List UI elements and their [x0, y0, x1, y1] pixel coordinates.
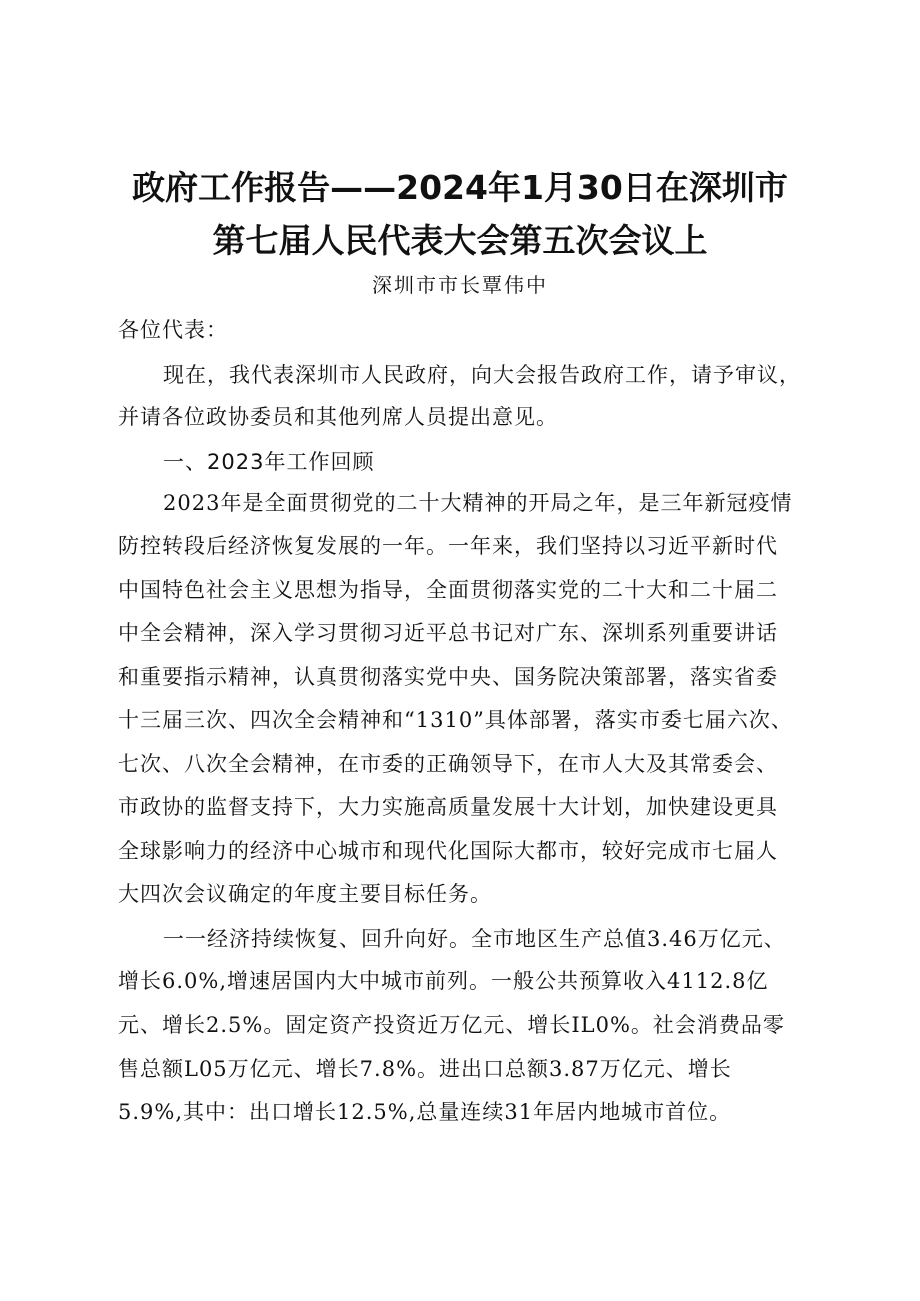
document-title-line-2: 第七届人民代表大会第五次会议上: [212, 221, 708, 260]
paragraph-1-line: 七次、八次全会精神，在市委的正确领导下，在市人大及其常委会、: [118, 752, 778, 776]
intro-line-2: 并请各位政协委员和其他列席人员提出意见。: [118, 405, 558, 429]
paragraph-1-line: 和重要指示精神，认真贯彻落实党中央、国务院决策部署，落实省委: [118, 665, 778, 689]
paragraph-1-line: 十三届三次、四次全会精神和“1310”具体部署，落实市委七届六次、: [118, 708, 793, 732]
intro-line-1: 现在，我代表深圳市人民政府，向大会报告政府工作，请予审议，: [163, 363, 801, 387]
paragraph-2-line: 一一经济持续恢复、回升向好。全市地区生产总值3.46万亿元、: [163, 927, 786, 951]
paragraph-2-line: 5.9%,其中：出口增长12.5%,总量连续31年居内地城市首位。: [118, 1100, 732, 1124]
salutation: 各位代表：: [118, 318, 228, 342]
paragraph-2-line: 售总额L05万亿元、增长7.8%。进出口总额3.87万亿元、增长: [118, 1057, 732, 1081]
document-author: 深圳市市长覃伟中: [372, 273, 548, 297]
paragraph-1-line: 市政协的监督支持下，大力实施高质量发展十大计划，加快建设更具: [118, 795, 778, 819]
document-title-line-1: 政府工作报告——2024年1月30日在深圳市: [132, 168, 788, 207]
paragraph-2-line: 元、增长2.5%。固定资产投资近万亿元、增长IL0%。社会消费品零: [118, 1013, 785, 1037]
paragraph-1-line: 大四次会议确定的年度主要目标任务。: [118, 882, 492, 906]
paragraph-1-line: 防控转段后经济恢复发展的一年。一年来，我们坚持以习近平新时代: [118, 534, 778, 558]
paragraph-1-line: 2023年是全面贯彻党的二十大精神的开局之年，是三年新冠疫情: [163, 491, 793, 515]
paragraph-1-line: 全球影响力的经济中心城市和现代化国际大都市，较好完成市七届人: [118, 839, 778, 863]
paragraph-1-line: 中全会精神，深入学习贯彻习近平总书记对广东、深圳系列重要讲话: [118, 621, 778, 645]
paragraph-2-line: 增长6.0%,增速居国内大中城市前列。一般公共预算收入4112.8亿: [118, 969, 769, 993]
section-heading: 一、2023年工作回顾: [163, 450, 375, 474]
paragraph-1-line: 中国特色社会主义思想为指导，全面贯彻落实党的二十大和二十届二: [118, 578, 778, 602]
